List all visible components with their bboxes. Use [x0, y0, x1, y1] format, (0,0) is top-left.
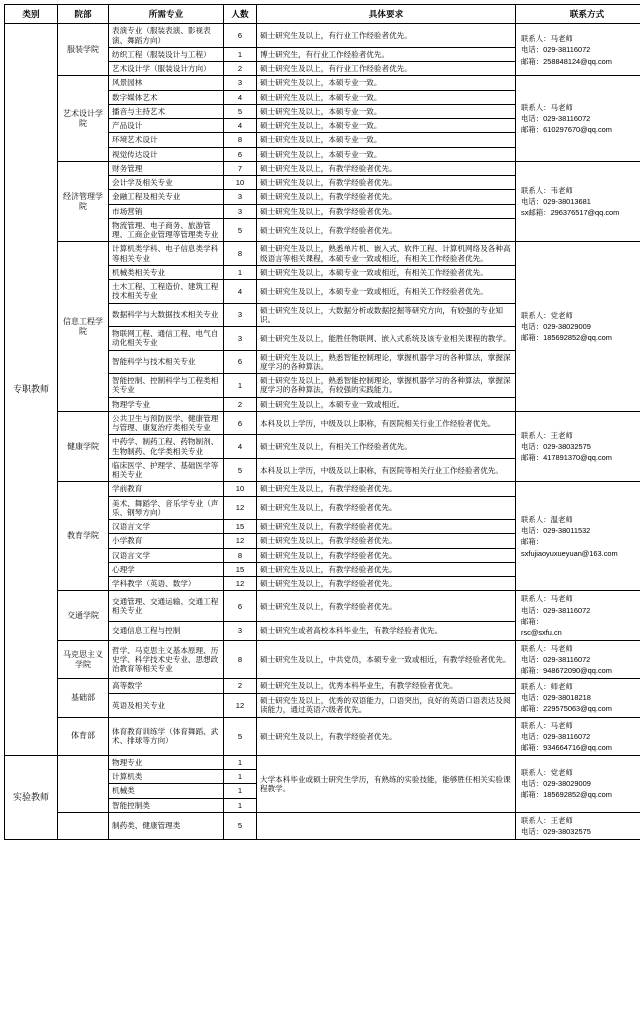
contact-line: 联系人：师老师	[521, 682, 573, 692]
contact-line: sx邮箱：296376517@qq.com	[521, 208, 620, 218]
major-cell: 智能控制、控制科学与工程类相关专业	[109, 374, 224, 398]
table-row	[5, 591, 640, 622]
college-cell	[58, 812, 109, 839]
college-cell: 教育学院	[58, 482, 109, 591]
requirements-cell: 硕士研究生及以上，有教学经验者优先。	[257, 204, 516, 218]
college-cell: 服装学院	[58, 24, 109, 76]
number-cell: 10	[224, 176, 257, 190]
major-cell: 汉语言文学	[109, 520, 224, 534]
college-cell: 艺术设计学院	[58, 76, 109, 162]
requirements-cell: 硕士研究生及以上，大数据分析或数据挖掘等研究方向，有较强的专业知识。	[257, 303, 516, 327]
table-body	[5, 24, 640, 840]
major-cell: 财务管理	[109, 161, 224, 175]
requirements-cell: 硕士研究生及以上，有教学经验者优先。	[257, 534, 516, 548]
number-cell: 1	[224, 784, 257, 798]
major-cell: 艺术设计学（服装设计方向）	[109, 62, 224, 76]
requirements-cell: 硕士研究生及以上，本硕专业一致。	[257, 133, 516, 147]
contact-line: 联系人：党老师	[521, 768, 573, 778]
number-cell: 12	[224, 577, 257, 591]
table-row	[5, 812, 640, 839]
requirements-cell: 硕士研究生及以上，有教学经验者优先。	[257, 548, 516, 562]
contact-cell	[516, 161, 640, 242]
requirements-cell: 硕士研究生及以上，有教学经验者优先。	[257, 562, 516, 576]
requirements-cell: 硕士研究生及以上，有教学经验者优先。	[257, 717, 516, 755]
header-number: 人数	[224, 5, 257, 24]
major-cell: 纺织工程（服装设计与工程）	[109, 47, 224, 61]
contact-line: 邮箱：	[521, 616, 544, 626]
number-cell: 8	[224, 242, 257, 266]
number-cell: 1	[224, 798, 257, 812]
requirements-cell: 硕士研究生及以上，熟悉单片机、嵌入式、软件工程、计算机网络及各种高级语言等相关课程，本硕专业一致或相近，有相关工作经验者优先。	[257, 242, 516, 266]
contact-line: 邮箱：417891370@qq.com	[521, 453, 612, 463]
number-cell: 3	[224, 622, 257, 641]
requirements-cell: 博士研究生，有行业工作经验者优先。	[257, 47, 516, 61]
major-cell: 表演专业（服装表演、影视表演、舞蹈方向）	[109, 24, 224, 48]
major-cell: 播音与主持艺术	[109, 104, 224, 118]
contact-line: 邮箱：948672090@qq.com	[521, 666, 612, 676]
number-cell: 4	[224, 280, 257, 304]
requirements-cell: 硕士研究生及以上，优秀的双语能力，口语突出，良好的英语口语表达及阅读能力，通过英语六级者优先。	[257, 693, 516, 717]
major-cell: 汉语言文学	[109, 548, 224, 562]
contact-line: sxfujiaoyuxueyuan@163.com	[521, 548, 618, 558]
requirements-cell: 硕士研究生及以上，有教学经验者优先。	[257, 190, 516, 204]
header-requirements: 具体要求	[257, 5, 516, 24]
major-cell: 心理学	[109, 562, 224, 576]
requirements-cell: 硕士研究生及以上，有行业工作经验者优先。	[257, 24, 516, 48]
number-cell: 1	[224, 265, 257, 279]
requirements-cell	[257, 812, 516, 839]
contact-line: 联系人：温老师	[521, 515, 573, 525]
major-cell: 物流管理、电子商务、旅游管理、工商企业管理等管理类专业	[109, 218, 224, 242]
contact-cell	[516, 411, 640, 482]
number-cell: 2	[224, 397, 257, 411]
college-cell: 经济管理学院	[58, 161, 109, 242]
table-row	[5, 76, 640, 90]
requirements-cell: 硕士研究生或者高校本科毕业生，有教学经验者优先。	[257, 622, 516, 641]
number-cell: 3	[224, 76, 257, 90]
major-cell: 英语及相关专业	[109, 693, 224, 717]
number-cell: 2	[224, 679, 257, 693]
contact-line: 邮箱：229575063@qq.com	[521, 704, 612, 714]
major-cell: 美术、舞蹈学、音乐学专业（声乐、钢琴方向）	[109, 496, 224, 520]
number-cell: 6	[224, 411, 257, 435]
header-major: 所需专业	[109, 5, 224, 24]
number-cell: 1	[224, 755, 257, 769]
major-cell: 小学教育	[109, 534, 224, 548]
number-cell: 5	[224, 104, 257, 118]
contact-line: 电话：029-38013681	[521, 197, 591, 207]
contact-line: 电话：029-38029009	[521, 322, 591, 332]
contact-line: 电话：029-38018218	[521, 693, 591, 703]
number-cell: 8	[224, 133, 257, 147]
contact-line: 电话：029-38032575	[521, 442, 591, 452]
contact-line: 邮箱：	[521, 537, 544, 547]
college-cell: 交通学院	[58, 591, 109, 640]
major-cell: 物联网工程、通信工程、电气自动化相关专业	[109, 327, 224, 351]
college-cell: 信息工程学院	[58, 242, 109, 412]
number-cell: 10	[224, 482, 257, 496]
number-cell: 3	[224, 303, 257, 327]
major-cell: 体育教育训练学（体育舞蹈、武术、排球等方向）	[109, 717, 224, 755]
major-cell: 计算机类	[109, 770, 224, 784]
contact-cell	[516, 717, 640, 755]
major-cell: 市场营销	[109, 204, 224, 218]
major-cell: 金融工程及相关专业	[109, 190, 224, 204]
contact-line: 联系人：王老师	[521, 431, 573, 441]
college-cell: 马克思主义学院	[58, 640, 109, 678]
header-college: 院部	[58, 5, 109, 24]
number-cell: 12	[224, 496, 257, 520]
number-cell: 4	[224, 119, 257, 133]
requirements-cell: 硕士研究生及以上，本硕专业一致。	[257, 76, 516, 90]
major-cell: 公共卫生与预防医学、健康管理与管理、康复治疗类相关专业	[109, 411, 224, 435]
contact-line: 邮箱：610297670@qq.com	[521, 125, 612, 135]
table-row	[5, 482, 640, 496]
number-cell: 2	[224, 62, 257, 76]
category-cell: 实验教师	[5, 755, 58, 839]
contact-cell	[516, 24, 640, 76]
number-cell: 12	[224, 693, 257, 717]
table-row	[5, 640, 640, 678]
number-cell: 6	[224, 350, 257, 374]
requirements-cell: 硕士研究生及以上，熟悉智能控制理论，掌握机器学习的各种算法，掌握深度学习的各种算法，有较强的实践能力。	[257, 374, 516, 398]
contact-line: 联系人：马老师	[521, 643, 573, 653]
major-cell: 交通管理、交通运输、交通工程相关专业	[109, 591, 224, 622]
table-row	[5, 717, 640, 755]
requirements-cell: 硕士研究生及以上，有教学经验者优先。	[257, 577, 516, 591]
requirements-cell: 硕士研究生及以上，有教学经验者优先。	[257, 591, 516, 622]
number-cell: 15	[224, 562, 257, 576]
requirements-cell: 硕士研究生及以上，有相关工作经验者优先。	[257, 435, 516, 459]
major-cell: 物理学专业	[109, 397, 224, 411]
contact-line: 联系人：党老师	[521, 311, 573, 321]
contact-line: 联系人：王老师	[521, 815, 573, 825]
contact-cell	[516, 812, 640, 839]
major-cell: 机械类	[109, 784, 224, 798]
number-cell: 1	[224, 770, 257, 784]
contact-line: 电话：029-38116072	[521, 731, 591, 741]
requirements-cell: 硕士研究生及以上，有教学经验者优先。	[257, 176, 516, 190]
number-cell: 6	[224, 591, 257, 622]
major-cell: 环境艺术设计	[109, 133, 224, 147]
table-row	[5, 242, 640, 266]
table-row	[5, 161, 640, 175]
requirements-cell: 硕士研究生及以上，本硕专业一致。	[257, 119, 516, 133]
college-cell: 基础部	[58, 679, 109, 717]
requirements-cell: 硕士研究生及以上，有行业工作经验者优先。	[257, 62, 516, 76]
category-cell: 专职教师	[5, 24, 58, 755]
major-cell: 制药类、健康管理类	[109, 812, 224, 839]
number-cell: 3	[224, 190, 257, 204]
number-cell: 5	[224, 812, 257, 839]
requirements-cell: 硕士研究生及以上，熟悉智能控制理论，掌握机器学习的各种算法，掌握深度学习的各种算法。	[257, 350, 516, 374]
major-cell: 数据科学与大数据技术相关专业	[109, 303, 224, 327]
contact-cell	[516, 591, 640, 640]
number-cell: 3	[224, 327, 257, 351]
contact-cell	[516, 242, 640, 412]
major-cell: 视觉传达设计	[109, 147, 224, 161]
contact-line: 联系人：韦老师	[521, 186, 573, 196]
major-cell: 临床医学、护理学、基础医学等相关专业	[109, 458, 224, 482]
requirements-cell: 硕士研究生及以上，优秀本科毕业生，有教学经验者优先。	[257, 679, 516, 693]
major-cell: 产品设计	[109, 119, 224, 133]
contact-cell	[516, 76, 640, 162]
requirements-cell: 硕士研究生及以上，中共党员，本硕专业一致或相近，有教学经验者优先。	[257, 640, 516, 678]
major-cell: 哲学、马克思主义基本原理、历史学、科学技术史专业、思想政治教育等相关专业	[109, 640, 224, 678]
college-cell: 体育部	[58, 717, 109, 755]
major-cell: 中药学、制药工程、药物制剂、生物制药、化学类相关专业	[109, 435, 224, 459]
major-cell: 学科教学（英语、数学）	[109, 577, 224, 591]
contact-line: 电话：029-38116072	[521, 114, 591, 124]
table-header-row	[5, 5, 640, 24]
number-cell: 5	[224, 218, 257, 242]
number-cell: 8	[224, 640, 257, 678]
requirements-cell: 硕士研究生及以上，本硕专业一致或相近，有相关工作经验者优先。	[257, 280, 516, 304]
major-cell: 交通信息工程与控制	[109, 622, 224, 641]
major-cell: 机械类相关专业	[109, 265, 224, 279]
major-cell: 数字媒体艺术	[109, 90, 224, 104]
major-cell: 会计学及相关专业	[109, 176, 224, 190]
table-row	[5, 411, 640, 435]
contact-line: 联系人：马老师	[521, 720, 573, 730]
requirements-cell: 硕士研究生及以上，有教学经验者优先。	[257, 520, 516, 534]
contact-line: 联系人：马老师	[521, 34, 573, 44]
number-cell: 12	[224, 534, 257, 548]
contact-cell	[516, 679, 640, 717]
contact-line: 电话：029-38116072	[521, 605, 591, 615]
requirements-cell: 硕士研究生及以上，能胜任物联网、嵌入式系统及该专业相关课程的教学。	[257, 327, 516, 351]
header-contact: 联系方式	[516, 5, 640, 24]
requirements-cell: 硕士研究生及以上，有教学经验者优先。	[257, 496, 516, 520]
major-cell: 风景园林	[109, 76, 224, 90]
contact-line: 邮箱：185692852@qq.com	[521, 790, 612, 800]
number-cell: 5	[224, 717, 257, 755]
contact-line: 联系人：马老师	[521, 103, 573, 113]
number-cell: 3	[224, 204, 257, 218]
table-row	[5, 755, 640, 769]
major-cell: 智能控制类	[109, 798, 224, 812]
contact-line: 邮箱：258848124@qq.com	[521, 56, 612, 66]
number-cell: 1	[224, 374, 257, 398]
header-category: 类别	[5, 5, 58, 24]
number-cell: 4	[224, 435, 257, 459]
requirements-cell: 硕士研究生及以上，本硕专业一致。	[257, 104, 516, 118]
recruitment-table	[4, 4, 640, 840]
contact-line: 邮箱：934664716@qq.com	[521, 742, 612, 752]
major-cell: 智能科学与技术相关专业	[109, 350, 224, 374]
contact-line: rsc@sxfu.cn	[521, 627, 562, 637]
major-cell: 土木工程、工程造价、建筑工程技术相关专业	[109, 280, 224, 304]
table-row	[5, 679, 640, 693]
college-cell: 健康学院	[58, 411, 109, 482]
number-cell: 7	[224, 161, 257, 175]
major-cell: 计算机类学科、电子信息类学科等相关专业	[109, 242, 224, 266]
college-cell	[58, 755, 109, 812]
contact-line: 电话：029-38116072	[521, 655, 591, 665]
number-cell: 5	[224, 458, 257, 482]
contact-line: 电话：029-38116072	[521, 45, 591, 55]
requirements-cell: 硕士研究生及以上，有教学经验者优先。	[257, 218, 516, 242]
number-cell: 6	[224, 24, 257, 48]
number-cell: 8	[224, 548, 257, 562]
requirements-cell: 硕士研究生及以上，本硕专业一致。	[257, 90, 516, 104]
contact-cell	[516, 482, 640, 591]
major-cell: 学前教育	[109, 482, 224, 496]
contact-line: 电话：029-38011532	[521, 526, 591, 536]
number-cell: 4	[224, 90, 257, 104]
contact-line: 电话：029-38032575	[521, 827, 591, 837]
number-cell: 6	[224, 147, 257, 161]
contact-line: 电话：029-38029009	[521, 779, 591, 789]
requirements-cell: 硕士研究生及以上，有教学经验者优先。	[257, 482, 516, 496]
requirements-cell: 硕士研究生及以上，本硕专业一致。	[257, 147, 516, 161]
contact-line: 联系人：马老师	[521, 594, 573, 604]
contact-cell	[516, 640, 640, 678]
number-cell: 1	[224, 47, 257, 61]
number-cell: 15	[224, 520, 257, 534]
requirements-cell: 大学本科毕业或硕士研究生学历，有熟练的实验技能，能够胜任相关实验课程教学。	[257, 755, 516, 812]
requirements-cell: 硕士研究生及以上，本硕专业一致或相近。	[257, 397, 516, 411]
requirements-cell: 本科及以上学历，中级及以上职称，有医院等相关行业工作经验者优先。	[257, 458, 516, 482]
requirements-cell: 硕士研究生及以上，本硕专业一致或相近，有相关工作经验者优先。	[257, 265, 516, 279]
table-row	[5, 24, 640, 48]
contact-cell	[516, 755, 640, 812]
major-cell: 高等数学	[109, 679, 224, 693]
requirements-cell: 本科及以上学历，中级及以上职称，有医院相关行业工作经验者优先。	[257, 411, 516, 435]
contact-line: 邮箱：185692852@qq.com	[521, 333, 612, 343]
major-cell: 物理专业	[109, 755, 224, 769]
requirements-cell: 硕士研究生及以上，有教学经验者优先。	[257, 161, 516, 175]
